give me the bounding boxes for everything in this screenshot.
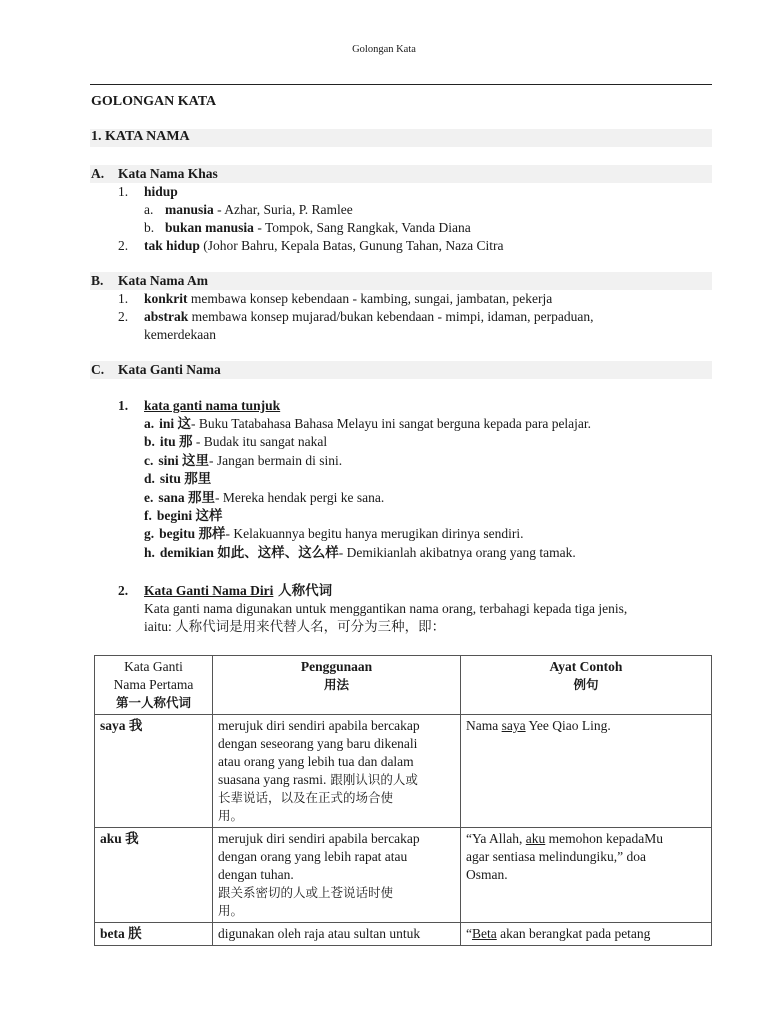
list-item: bukan manusia - Tompok, Sang Rangkak, Vanda Diana bbox=[165, 220, 471, 235]
table-header-row bbox=[95, 656, 712, 715]
list-number: 1. bbox=[118, 184, 129, 199]
paragraph-line: iaitu: 人称代词是用来代替人名，可分为三种，即： bbox=[144, 619, 446, 634]
list-item: e. sana 那里- Mereka hendak pergi ke sana. bbox=[144, 489, 385, 505]
list-item: konkrit membawa konsep kebendaan - kambing, sungai, jambatan, pekerja bbox=[144, 291, 553, 306]
list-number: 1. bbox=[118, 398, 129, 413]
list-item: c. sini 这里- Jangan bermain di sini. bbox=[144, 452, 343, 468]
table-cell: aku 我 bbox=[95, 828, 213, 923]
pronoun-table bbox=[94, 655, 712, 946]
list-item: h. demikian 如此、这样、这么样- Demikianlah akibatnya orang yang tamak. bbox=[144, 544, 576, 560]
table-cell: Nama saya Yee Qiao Ling. bbox=[461, 715, 712, 828]
table-cell: merujuk diri sendiri apabila bercakap dengan seseorang yang baru dikenali atau orang yang lebih tua dan dalam suasana yang rasmi. 跟刚认识的人或 长辈说话，以及在正式的场合使 用。 bbox=[213, 715, 461, 828]
column-header: Ayat Contoh 例句 bbox=[461, 656, 712, 715]
table-row bbox=[95, 828, 712, 923]
list-item: a. ini 这- Buku Tatabahasa Bahasa Melayu ini sangat berguna kepada para pelajar. bbox=[144, 416, 592, 431]
subsection-title-a: Kata Nama Khas bbox=[118, 166, 218, 181]
list-item-continuation: kemerdekaan bbox=[144, 327, 216, 342]
table-cell: merujuk diri sendiri apabila bercakap dengan orang yang lebih rapat atau dengan tuhan. 跟关系密切的人或上苍说话时使 用。 bbox=[213, 828, 461, 923]
table-cell: saya 我 bbox=[95, 715, 213, 828]
list-letter: a. bbox=[144, 202, 154, 217]
subsection-title-c: Kata Ganti Nama bbox=[118, 362, 221, 377]
list-number: 2. bbox=[118, 238, 129, 253]
column-header: Kata Ganti Nama Pertama 第一人称代词 bbox=[95, 656, 213, 715]
table-cell: “Ya Allah, aku memohon kepadaMu agar sentiasa melindungiku,” doa Osman. bbox=[461, 828, 712, 923]
document-title: GOLONGAN KATA bbox=[91, 94, 217, 109]
subheading-tunjuk: kata ganti nama tunjuk bbox=[144, 398, 281, 413]
table-cell: “Beta akan berangkat pada petang bbox=[461, 923, 712, 946]
list-item: hidup bbox=[144, 184, 178, 199]
list-number: 1. bbox=[118, 291, 129, 306]
section-heading: 1. KATA NAMA bbox=[91, 129, 190, 144]
page-header: Golongan Kata bbox=[352, 44, 416, 55]
subsection-letter-c: C. bbox=[91, 362, 105, 377]
paragraph-line: Kata ganti nama digunakan untuk menggantikan nama orang, terbahagi kepada tiga jenis, bbox=[144, 601, 628, 616]
table-row bbox=[95, 715, 712, 828]
subsection-letter-b: B. bbox=[91, 273, 104, 288]
table-row bbox=[95, 923, 712, 946]
header-rule bbox=[90, 84, 712, 85]
column-header: Penggunaan 用法 bbox=[213, 656, 461, 715]
list-letter: b. bbox=[144, 220, 155, 235]
list-item: abstrak membawa konsep mujarad/bukan kebendaan - mimpi, idaman, perpaduan, bbox=[144, 309, 594, 324]
list-item: f. begini 这样 bbox=[144, 508, 223, 523]
list-item: manusia - Azhar, Suria, P. Ramlee bbox=[165, 202, 353, 217]
subheading-diri: Kata Ganti Nama Diri 人称代词 bbox=[144, 583, 333, 599]
table-cell: beta 朕 bbox=[95, 923, 213, 946]
subsection-letter-a: A. bbox=[91, 166, 105, 181]
list-item: d. situ 那里 bbox=[144, 471, 212, 487]
list-item: b. itu 那 - Budak itu sangat nakal bbox=[144, 434, 328, 450]
list-number: 2. bbox=[118, 309, 129, 324]
subsection-title-b: Kata Nama Am bbox=[118, 273, 208, 288]
list-item: g. begitu 那样- Kelakuannya begitu hanya merugikan dirinya sendiri. bbox=[144, 526, 524, 542]
table-cell: digunakan oleh raja atau sultan untuk bbox=[213, 923, 461, 946]
list-item: tak hidup (Johor Bahru, Kepala Batas, Gunung Tahan, Naza Citra bbox=[144, 238, 504, 253]
list-number: 2. bbox=[118, 583, 129, 598]
